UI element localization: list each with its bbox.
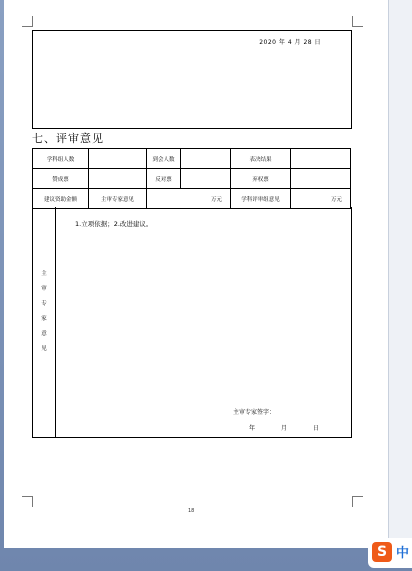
review-table bbox=[32, 148, 351, 209]
opinion-text[interactable]: 1.立项依据；2.改进建议。 bbox=[75, 220, 153, 228]
year-label: 年 bbox=[249, 425, 256, 432]
label-char: 审 bbox=[41, 286, 47, 292]
table-cell[interactable]: 万元 bbox=[291, 189, 351, 209]
table-row bbox=[33, 169, 351, 189]
table-cell: 学科组人数 bbox=[33, 149, 89, 169]
label-char: 专 bbox=[41, 301, 47, 307]
table-cell[interactable] bbox=[89, 149, 147, 169]
table-cell: 到会人数 bbox=[147, 149, 181, 169]
table-cell[interactable]: 万元 bbox=[147, 189, 231, 209]
crop-mark-top-right bbox=[352, 16, 363, 27]
section-title: 七、评审意见 bbox=[32, 132, 104, 145]
table-cell[interactable] bbox=[181, 149, 231, 169]
label-char: 见 bbox=[41, 346, 47, 352]
date-line: 2020 年 4 月 28 日 bbox=[259, 39, 321, 46]
label-char: 家 bbox=[41, 316, 47, 322]
ime-toolbar[interactable] bbox=[368, 538, 412, 568]
table-row bbox=[33, 189, 351, 209]
vertical-scrollbar[interactable] bbox=[388, 0, 412, 548]
table-cell: 学科评审组意见 bbox=[231, 189, 291, 209]
day-label: 日 bbox=[312, 425, 319, 432]
table-cell: 弃权票 bbox=[231, 169, 291, 189]
label-char: 意 bbox=[41, 331, 47, 337]
previous-section-box bbox=[32, 30, 352, 129]
table-cell: 赞成票 bbox=[33, 169, 89, 189]
table-cell: 反对票 bbox=[147, 169, 181, 189]
input-language-indicator[interactable]: 中 bbox=[396, 546, 410, 561]
month-label: 月 bbox=[280, 425, 287, 432]
table-cell[interactable] bbox=[181, 169, 231, 189]
signature-date bbox=[249, 423, 333, 432]
sogou-logo-icon[interactable]: S bbox=[372, 542, 392, 562]
table-cell: 主审专家意见 bbox=[89, 189, 147, 209]
opinion-vertical-label bbox=[33, 267, 55, 357]
crop-mark-bottom-left bbox=[22, 496, 33, 507]
table-cell[interactable] bbox=[291, 149, 351, 169]
crop-mark-bottom-right bbox=[352, 496, 363, 507]
expert-opinion-box bbox=[32, 207, 352, 438]
table-cell: 建议资助金额 bbox=[33, 189, 89, 209]
table-cell[interactable] bbox=[89, 169, 147, 189]
page-number: 18 bbox=[188, 508, 195, 514]
opinion-label-column bbox=[33, 207, 56, 437]
table-row bbox=[33, 149, 351, 169]
label-char: 主 bbox=[41, 271, 47, 277]
crop-mark-top-left bbox=[22, 16, 33, 27]
signature-label: 主审专家签字： bbox=[233, 409, 276, 416]
table-cell: 表决结果 bbox=[231, 149, 291, 169]
table-cell[interactable] bbox=[291, 169, 351, 189]
